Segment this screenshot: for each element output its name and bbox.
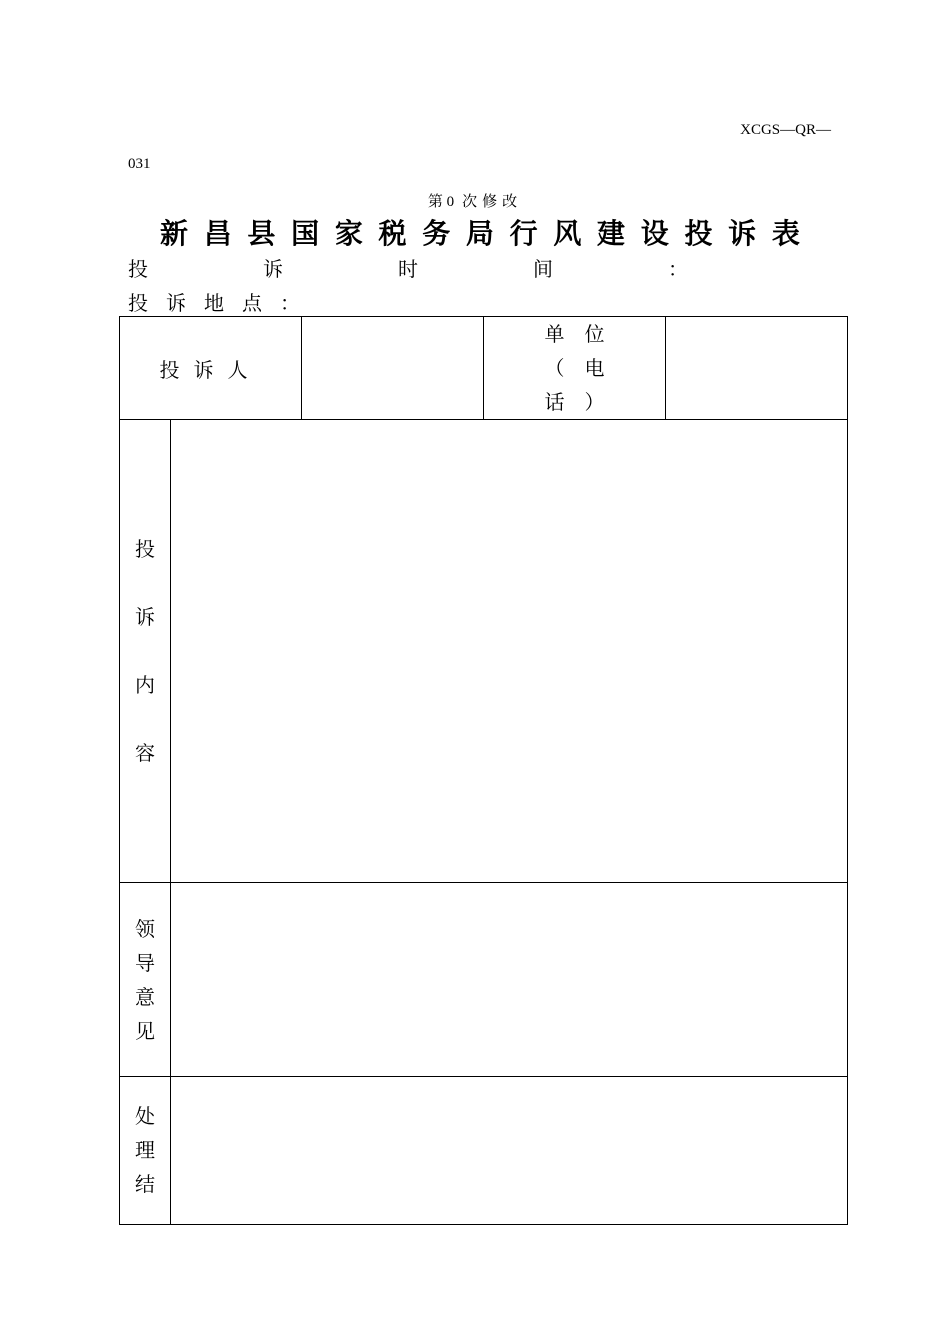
content-label [120, 420, 171, 883]
result-row [120, 1077, 848, 1225]
title-char: 国 [291, 217, 320, 250]
opinion-label [120, 883, 171, 1077]
opinion-label-char: 见 [135, 1018, 155, 1043]
result-label-char: 理 [135, 1138, 155, 1162]
opinion-row [120, 883, 848, 1077]
complaint-form-table [119, 316, 848, 1225]
title-char: 诉 [728, 217, 757, 250]
revision-number: 第 0 [427, 194, 455, 210]
title-char: 县 [247, 217, 276, 250]
time-label-char: 投 [128, 257, 148, 281]
content-label-char: 诉 [135, 605, 155, 629]
time-label-char: 诉 [263, 257, 283, 281]
time-label-char: ： [668, 257, 688, 281]
doc-code: XCGS—QR— [740, 122, 831, 138]
opinion-label-char: 意 [135, 984, 155, 1009]
content-label-char: 内 [135, 673, 155, 697]
result-label-char: 结 [135, 1172, 155, 1196]
complainant-input[interactable] [302, 317, 484, 420]
title-char: 局 [465, 217, 494, 250]
complaint-time-field[interactable] [128, 253, 688, 282]
title-char: 行 [509, 217, 538, 250]
content-input[interactable] [171, 420, 848, 883]
result-input[interactable] [171, 1077, 848, 1225]
content-label-char: 容 [135, 741, 155, 765]
title-char: 新 [160, 217, 189, 250]
result-label [120, 1077, 171, 1225]
revision-note [0, 190, 950, 211]
page-title [160, 212, 800, 252]
title-char: 建 [597, 217, 626, 250]
complainant-label: 投诉人 [120, 317, 302, 420]
title-char: 设 [640, 217, 669, 250]
title-char: 务 [422, 217, 451, 250]
title-char: 风 [553, 217, 582, 250]
complaint-place-field[interactable]: 投诉地点： [128, 291, 318, 315]
time-label-char: 时 [398, 257, 418, 281]
revision-text: 次修改 [462, 192, 523, 210]
doc-code-suffix: 031 [128, 156, 151, 172]
title-char: 表 [771, 217, 800, 250]
opinion-input[interactable] [171, 883, 848, 1077]
title-char: 税 [378, 217, 407, 250]
unit-label-line: 话 ） [544, 390, 605, 414]
title-char: 投 [684, 217, 713, 250]
content-row [120, 420, 848, 883]
unit-phone-label [484, 317, 666, 420]
result-label-char: 处 [135, 1104, 155, 1128]
unit-label-line: （ 电 [544, 356, 605, 380]
opinion-label-char: 领 [135, 916, 155, 941]
title-char: 昌 [203, 217, 232, 250]
title-char: 家 [334, 217, 363, 250]
unit-label-line: 单 位 [544, 322, 605, 346]
complainant-row [120, 317, 848, 420]
content-label-char: 投 [135, 537, 155, 561]
unit-phone-input[interactable] [666, 317, 848, 420]
opinion-label-char: 导 [135, 950, 155, 975]
time-label-char: 间 [533, 257, 553, 281]
